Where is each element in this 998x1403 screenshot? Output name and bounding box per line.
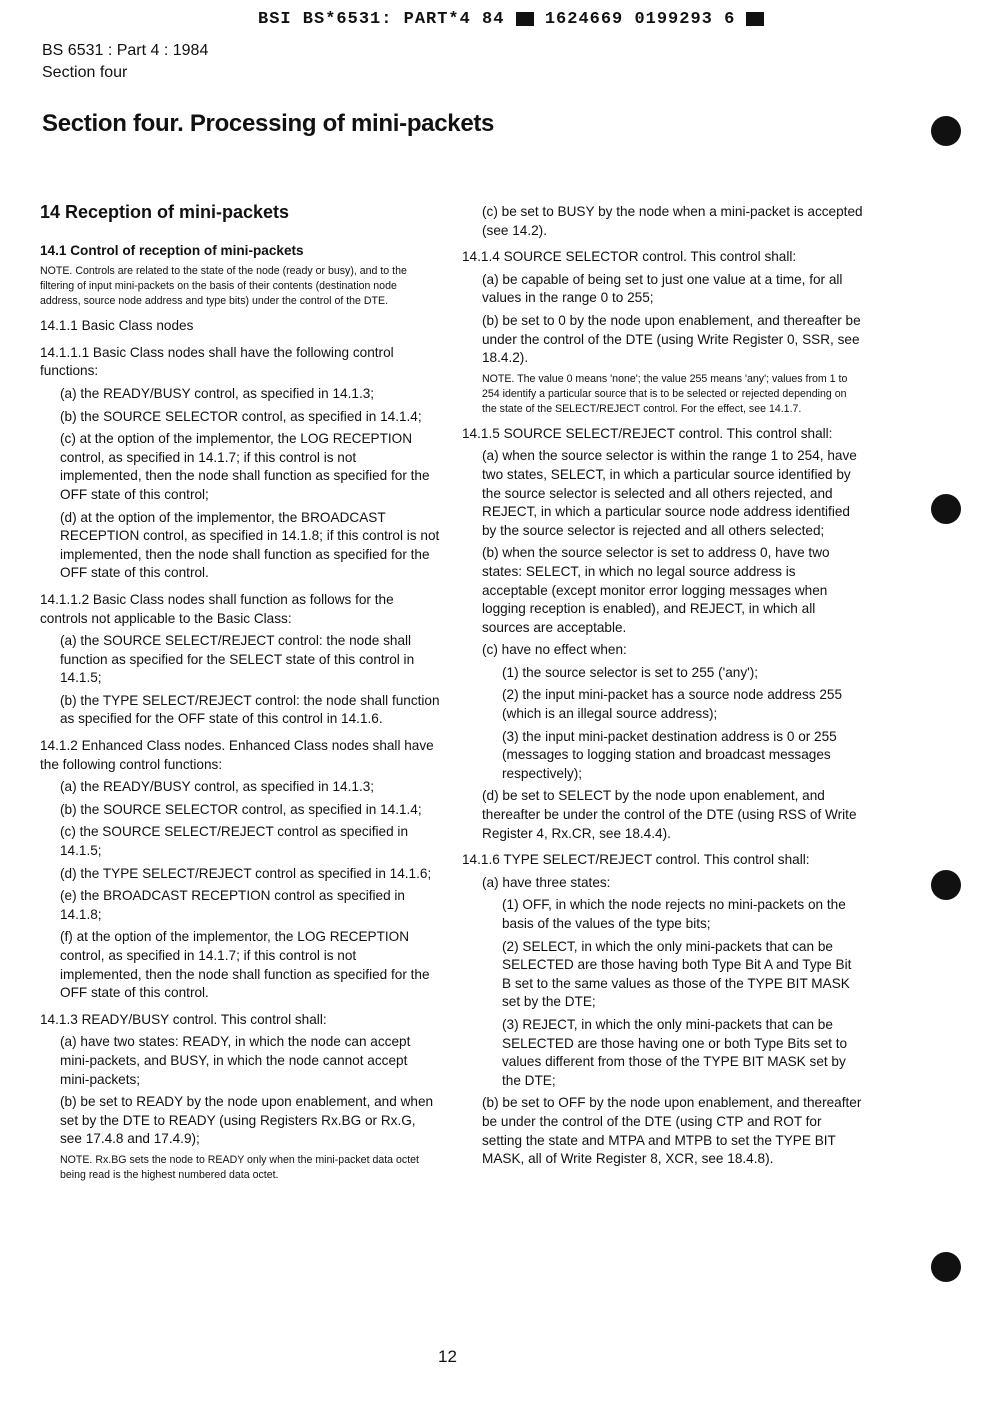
stamp-right-text: 1624669 0199293 6 [544, 10, 736, 29]
punch-hole [931, 1252, 961, 1282]
clause-paragraph: (c) at the option of the implementor, the LOG RECEPTION control, as specified in 14.1.7; if this control is not implemented, then the node shall function as specified for the OFF state of this control; [60, 431, 430, 502]
clause-paragraph: (1) OFF, in which the node rejects no mini-packets on the basis of the values of the type bits; [502, 897, 846, 931]
clause-paragraph: (f) at the option of the implementor, the LOG RECEPTION control, as specified in 14.1.7; if this control is not implemented, then the node shall function as specified for the OFF state of this control. [60, 929, 430, 1001]
clause-paragraph: (d) the TYPE SELECT/REJECT control as specified in 14.1.6; [60, 865, 432, 881]
clause-paragraph: (a) the READY/BUSY control, as specified in 14.1.3; [60, 385, 375, 401]
clause-paragraph: 14.1.5 SOURCE SELECT/REJECT control. This control shall: [462, 425, 833, 441]
note-paragraph: NOTE. The value 0 means 'none'; the value 255 means 'any'; values from 1 to 254 identify a particular source that is to be selected or rejected depending on the state of the SELECT/REJECT control. For the effect, see 14.1.7. [482, 372, 848, 415]
clause-paragraph: (a) the READY/BUSY control, as specified in 14.1.3; [60, 779, 375, 795]
note-paragraph: NOTE. Rx.BG sets the node to READY only when the mini-packet data octet being read is the highest numbered data octet. [60, 1153, 419, 1181]
right-column [462, 203, 864, 1173]
clause-paragraph: (c) be set to BUSY by the node when a mini-packet is accepted (see 14.2). [482, 204, 863, 238]
clause-paragraph: 14.1.1 Basic Class nodes [40, 318, 194, 334]
clause-paragraph: (b) the SOURCE SELECTOR control, as specified in 14.1.4; [60, 801, 422, 817]
clause-paragraph: (b) be set to 0 by the node upon enablement, and thereafter be under the control of the DTE (using Write Register 0, SSR, see 18.4.2). [482, 312, 861, 366]
clause-paragraph: 14.1.1.2 Basic Class nodes shall function as follows for the controls not applicable to the Basic Class: [40, 591, 394, 626]
clause-paragraph: (b) the TYPE SELECT/REJECT control: the node shall function as specified for the OFF state of this control in 14.1.6. [60, 692, 440, 727]
stamp-left-text: BSI BS*6531: PART*4 84 [258, 10, 505, 29]
clause-paragraph: 14.1.6 TYPE SELECT/REJECT control. This control shall: [462, 852, 810, 868]
clause-paragraph: (1) the source selector is set to 255 ('any'); [502, 664, 759, 680]
section-heading: 14.1 Control of reception of mini-packets [40, 242, 304, 258]
clause-paragraph: (3) REJECT, in which the only mini-packets that can be SELECTED are those having one or both Type Bits set to values different from those of the TYPE BIT MASK set by the DTE; [502, 1016, 848, 1088]
page-number: 12 [438, 1347, 457, 1366]
section-heading: 14 Reception of mini-packets [40, 202, 290, 222]
clause-paragraph: (e) the BROADCAST RECEPTION control as specified in 14.1.8; [60, 888, 405, 922]
stamp-block [516, 12, 534, 26]
punch-hole [931, 116, 961, 146]
clause-paragraph: (b) be set to READY by the node upon enablement, and when set by the DTE to READY (using Registers Rx.BG or Rx.G, see 17.4.8 and 17.4.9); [60, 1094, 434, 1147]
clause-paragraph: (b) be set to OFF by the node upon enablement, and thereafter be under the control of the DTE (using CTP and ROT for setting the state and MTPA and MTPB to set the TYPE BIT MASK, all of Write Register 8, XCR, see 18.4.8). [482, 1095, 862, 1167]
clause-paragraph: (2) SELECT, in which the only mini-packets that can be SELECTED are those having both Type Bit A and Type Bit B set to the same values as those of the TYPE BIT MASK set by the DTE; [502, 938, 852, 1010]
clause-paragraph: (3) the input mini-packet destination address is 0 or 255 (messages to logging station and broadcast messages respectively); [502, 728, 837, 781]
clause-paragraph: (d) at the option of the implementor, the BROADCAST RECEPTION control, as specified in 14.1.8; if this control is not implemented, then the node shall function as specified for the OFF state of this control. [60, 509, 440, 581]
clause-paragraph: 14.1.2 Enhanced Class nodes. Enhanced Class nodes shall have the following control functions: [40, 738, 434, 772]
clause-paragraph: (a) the SOURCE SELECT/REJECT control: the node shall function as specified for the SELECT state of this control in 14.1.5; [60, 633, 415, 686]
page-title: Section four. Processing of mini-packets [42, 110, 495, 137]
standard-reference: BS 6531 : Part 4 : 1984 [42, 42, 209, 59]
punch-hole [931, 494, 961, 524]
clause-paragraph: (c) have no effect when: [482, 642, 627, 658]
running-header [42, 40, 208, 84]
clause-paragraph: (a) when the source selector is within the range 1 to 254, have two states, SELECT, in which a particular source identified by the source selector is selected and all others rejected, and REJECT, in which a particular source node address identified by the source selector is rejected and all others selected; [482, 448, 857, 538]
section-reference: Section four [42, 64, 128, 81]
clause-paragraph: (a) be capable of being set to just one value at a time, for all values in the range 0 to 255; [482, 271, 843, 306]
clause-paragraph: 14.1.4 SOURCE SELECTOR control. This control shall: [462, 249, 797, 265]
clause-paragraph: (2) the input mini-packet has a source node address 255 (which is an illegal source address); [502, 687, 843, 722]
stamp-block [746, 12, 764, 26]
clause-paragraph: (b) when the source selector is set to address 0, have two states: SELECT, in which no legal source address is acceptable (except monitor error logging messages when logging reception is enabled), and REJECT, in which all sources are acceptable. [482, 545, 830, 635]
archive-stamp [258, 10, 764, 29]
clause-paragraph: (b) the SOURCE SELECTOR control, as specified in 14.1.4; [60, 408, 422, 424]
punch-hole [931, 870, 961, 900]
clause-paragraph: 14.1.1.1 Basic Class nodes shall have the following control functions: [40, 344, 394, 379]
clause-paragraph: (a) have two states: READY, in which the node can accept mini-packets, and BUSY, in which the node cannot accept mini-packets; [60, 1034, 411, 1087]
clause-paragraph: (c) the SOURCE SELECT/REJECT control as specified in 14.1.5; [60, 824, 409, 859]
note-paragraph: NOTE. Controls are related to the state of the node (ready or busy), and to the filtering of input mini-packets on the basis of their contents (destination node address, source node address and type bits) under the control of the DTE. [40, 265, 407, 308]
left-column [40, 203, 440, 1187]
clause-paragraph: (d) be set to SELECT by the node upon enablement, and thereafter be under the control of the DTE (using RSS of Write Register 4, Rx.CR, see 18.4.4). [482, 788, 857, 841]
clause-paragraph: 14.1.3 READY/BUSY control. This control shall: [40, 1011, 327, 1027]
clause-paragraph: (a) have three states: [482, 874, 611, 890]
